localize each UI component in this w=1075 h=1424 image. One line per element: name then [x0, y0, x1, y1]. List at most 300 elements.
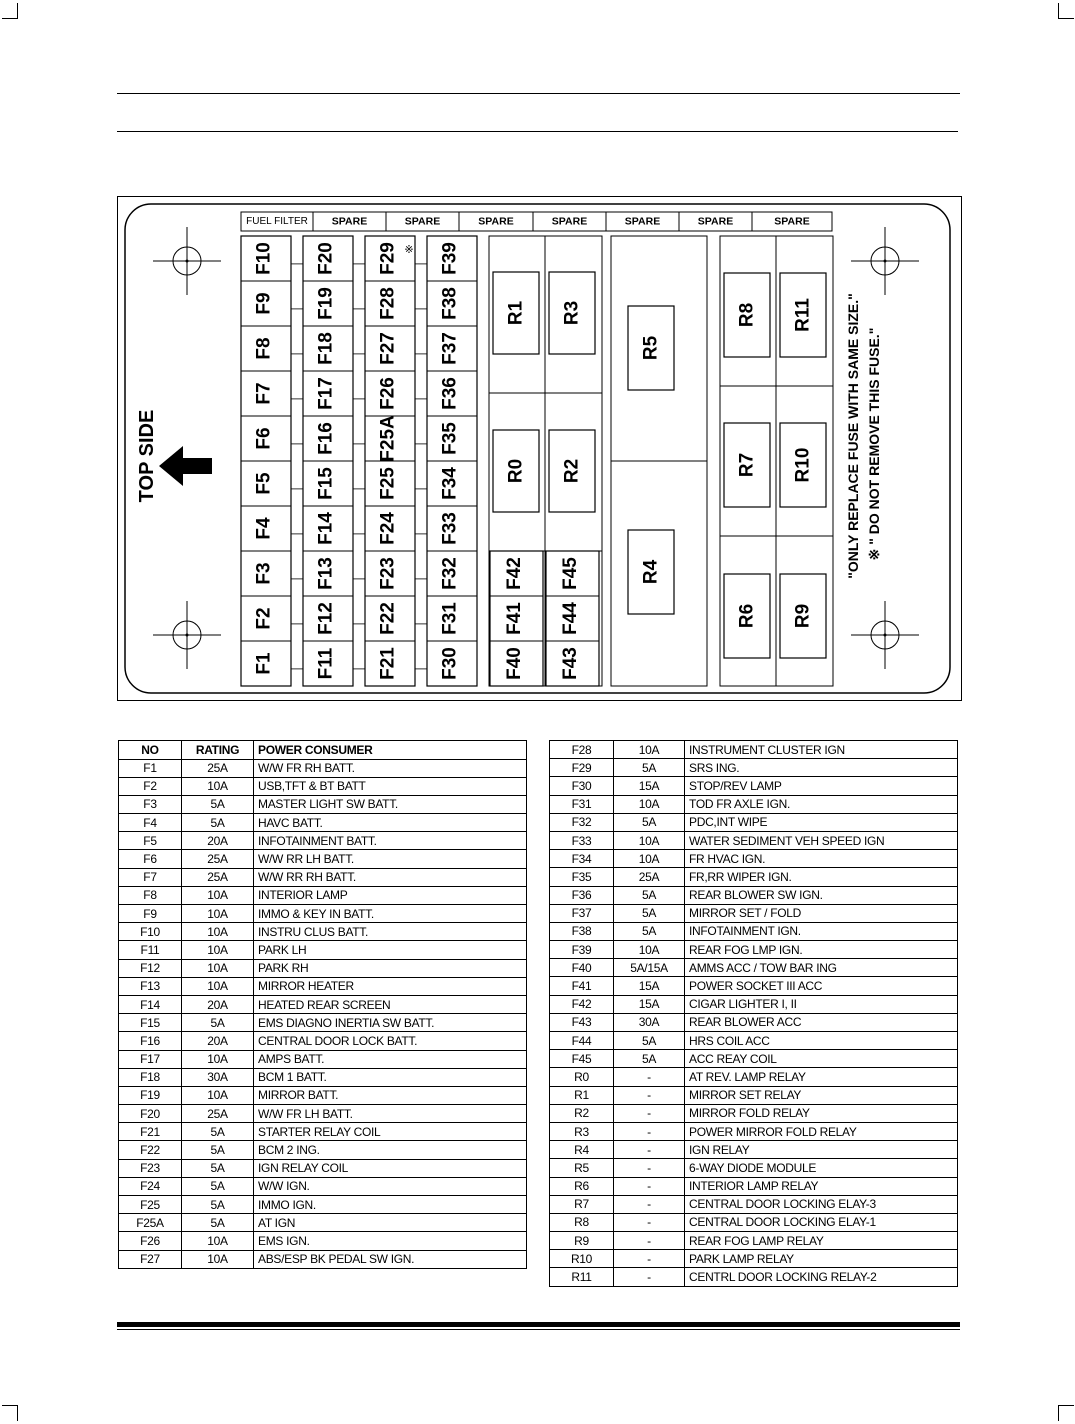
- fuse-no: R4: [550, 1141, 614, 1159]
- fuse-no: F34: [550, 850, 614, 868]
- table-row: [119, 1105, 527, 1123]
- power-consumer: ABS/ESP BK PEDAL SW IGN.: [254, 1250, 527, 1268]
- table-row: [119, 905, 527, 923]
- note-do-not-remove: ※ " DO NOT REMOVE THIS FUSE.": [866, 327, 882, 561]
- fuse-f20: F20: [315, 242, 337, 275]
- fuse-rating: -: [614, 1159, 685, 1177]
- table-row: [119, 1050, 527, 1068]
- crosshair-marker-2: [153, 601, 221, 669]
- fuse-f36: F36: [439, 377, 461, 410]
- table-row: [550, 886, 958, 904]
- fuse-f2: F2: [253, 607, 275, 630]
- table-row: [119, 1014, 527, 1032]
- fuse-rating: 15A: [614, 977, 685, 995]
- table-row: [550, 959, 958, 977]
- table-row: [119, 850, 527, 868]
- fuse-rating: 10A: [182, 777, 254, 795]
- power-consumer: 6-WAY DIODE MODULE: [685, 1159, 958, 1177]
- fuse-no: F38: [550, 922, 614, 940]
- fuse-rating: -: [614, 1104, 685, 1122]
- fuse-rating: -: [614, 1232, 685, 1250]
- power-consumer: W/W RR RH BATT.: [254, 868, 527, 886]
- power-consumer: EMS DIAGNO INERTIA SW BATT.: [254, 1014, 527, 1032]
- fuse-no: R0: [550, 1068, 614, 1086]
- fuse-no: F13: [119, 977, 182, 995]
- fuse-rating: 5A: [614, 922, 685, 940]
- power-consumer: MIRROR SET RELAY: [685, 1086, 958, 1104]
- power-consumer: CENTRAL DOOR LOCKING ELAY-1: [685, 1213, 958, 1231]
- table-row: [550, 777, 958, 795]
- fuse-f40: F40: [504, 647, 525, 680]
- top-side-arrow-icon: [159, 446, 212, 486]
- fuse-no: F30: [550, 777, 614, 795]
- crosshair-marker-3: [851, 227, 919, 295]
- top-label-spare: SPARE: [478, 215, 514, 228]
- header-rule-2: [117, 131, 958, 132]
- fuse-no: R3: [550, 1122, 614, 1140]
- fuse-f35: F35: [439, 422, 461, 455]
- table-row: [550, 759, 958, 777]
- table-row: [119, 995, 527, 1013]
- fuse-rating: 5A: [182, 1159, 254, 1177]
- table-row: [550, 850, 958, 868]
- power-consumer: EMS IGN.: [254, 1232, 527, 1250]
- table-header-row: [119, 741, 527, 760]
- table-row: [550, 1141, 958, 1159]
- table-row: [119, 886, 527, 904]
- fuse-f28: F28: [377, 287, 399, 320]
- power-consumer: IGN RELAY: [685, 1141, 958, 1159]
- top-label-spare: SPARE: [624, 215, 661, 228]
- table-row: [119, 977, 527, 995]
- fuse-no: F29: [550, 759, 614, 777]
- power-consumer: MASTER LIGHT SW BATT.: [254, 795, 527, 813]
- relay-r5: R5: [640, 335, 662, 361]
- power-consumer: USB,TFT & BT BATT: [254, 777, 527, 795]
- power-consumer: AT REV. LAMP RELAY: [685, 1068, 958, 1086]
- power-consumer: PDC,INT WIPE: [685, 813, 958, 831]
- fuse-f26: F26: [377, 377, 399, 410]
- fuse-no: F25A: [119, 1214, 182, 1232]
- table-row: [550, 1086, 958, 1104]
- fuse-rating: 5A: [182, 795, 254, 813]
- fuse-no: F42: [550, 995, 614, 1013]
- fuse-rating: 10A: [614, 831, 685, 849]
- fuse-no: R2: [550, 1104, 614, 1122]
- power-consumer: MIRROR SET / FOLD: [685, 904, 958, 922]
- power-consumer: POWER MIRROR FOLD RELAY: [685, 1122, 958, 1140]
- relay-r8: R8: [736, 302, 758, 328]
- fuse-no: F16: [119, 1032, 182, 1050]
- relay-block-2: [611, 236, 707, 686]
- fuse-no: R10: [550, 1250, 614, 1268]
- fuse-f24: F24: [377, 512, 399, 545]
- top-label-fuel-filter: FUEL FILTER: [246, 216, 308, 227]
- fuse-f8: F8: [253, 337, 275, 360]
- crop-mark-bottom-left: [2, 1405, 18, 1421]
- fuse-no: F21: [119, 1123, 182, 1141]
- fuse-no: F33: [550, 831, 614, 849]
- fuse-f9: F9: [253, 292, 275, 315]
- power-consumer: PARK RH: [254, 959, 527, 977]
- fuse-rating: -: [614, 1086, 685, 1104]
- table-row: [550, 995, 958, 1013]
- fuse-rating: 5A/15A: [614, 959, 685, 977]
- power-consumer: W/W FR LH BATT.: [254, 1105, 527, 1123]
- crop-mark-bottom-right: [1058, 1405, 1074, 1421]
- fuse-no: F27: [119, 1250, 182, 1268]
- fuse-rating: 25A: [614, 868, 685, 886]
- table-row: [119, 1141, 527, 1159]
- fuse-no: F31: [550, 795, 614, 813]
- fuse-rating: 5A: [182, 1123, 254, 1141]
- power-consumer: BCM 2 ING.: [254, 1141, 527, 1159]
- fuse-no: F3: [119, 795, 182, 813]
- fuse-rating: 20A: [182, 832, 254, 850]
- fuse-no: R9: [550, 1232, 614, 1250]
- power-consumer: TOD FR AXLE IGN.: [685, 795, 958, 813]
- fuse-f17: F17: [315, 377, 337, 410]
- power-consumer: STARTER RELAY COIL: [254, 1123, 527, 1141]
- footer-rule-thin: [117, 1329, 960, 1330]
- table-row: [550, 831, 958, 849]
- fuse-rating: 10A: [182, 977, 254, 995]
- fuse-rating: -: [614, 1213, 685, 1231]
- power-consumer: HRS COIL ACC: [685, 1032, 958, 1050]
- fuse-f33: F33: [439, 512, 461, 545]
- table-row: [119, 959, 527, 977]
- power-consumer: REAR BLOWER ACC: [685, 1013, 958, 1031]
- fuse-no: F12: [119, 959, 182, 977]
- power-consumer: SRS ING.: [685, 759, 958, 777]
- power-consumer: POWER SOCKET III ACC: [685, 977, 958, 995]
- asterisk-f29: ※: [404, 244, 414, 256]
- header-no: NO: [119, 741, 182, 760]
- table-row: [119, 1086, 527, 1104]
- fuse-rating: 5A: [614, 1050, 685, 1068]
- relay-r10: R10: [792, 447, 814, 483]
- fuse-rating: 10A: [182, 923, 254, 941]
- fuse-rating: 25A: [182, 850, 254, 868]
- table-row: [119, 941, 527, 959]
- fuse-f10: F10: [253, 242, 275, 275]
- table-row: [550, 1122, 958, 1140]
- fuse-no: F1: [119, 759, 182, 777]
- top-side-label: TOP SIDE: [136, 409, 158, 503]
- power-consumer: HEATED REAR SCREEN: [254, 995, 527, 1013]
- fuse-rating: 5A: [182, 1014, 254, 1032]
- fuse-rating: 10A: [614, 941, 685, 959]
- power-consumer: MIRROR FOLD RELAY: [685, 1104, 958, 1122]
- power-consumer: CENTRL DOOR LOCKING RELAY-2: [685, 1268, 958, 1286]
- fuse-rating: 10A: [182, 941, 254, 959]
- power-consumer: MIRROR HEATER: [254, 977, 527, 995]
- crosshair-marker-4: [851, 601, 919, 669]
- table-row: [550, 1177, 958, 1195]
- power-consumer: CIGAR LIGHTER I, II: [685, 995, 958, 1013]
- fuse-f25: F25: [377, 467, 399, 500]
- fuse-rating: 10A: [182, 1050, 254, 1068]
- fuse-f31: F31: [439, 602, 461, 635]
- fuse-rating: 10A: [182, 886, 254, 904]
- fuse-rating: 10A: [182, 1250, 254, 1268]
- power-consumer: BCM 1 BATT.: [254, 1068, 527, 1086]
- header-rating: RATING: [182, 741, 254, 760]
- power-consumer: PARK LAMP RELAY: [685, 1250, 958, 1268]
- fuse-f25a: F25A: [377, 415, 399, 462]
- power-consumer: ACC REAY COIL: [685, 1050, 958, 1068]
- power-consumer: PARK LH: [254, 941, 527, 959]
- table-row: [119, 777, 527, 795]
- fuse-no: F19: [119, 1086, 182, 1104]
- table-row: [550, 941, 958, 959]
- top-label-spare: SPARE: [774, 215, 810, 228]
- relay-r4: R4: [640, 559, 662, 585]
- table-row: [550, 1104, 958, 1122]
- fuse-rating: 10A: [614, 795, 685, 813]
- table-row: [119, 1232, 527, 1250]
- power-consumer: WATER SEDIMENT VEH SPEED IGN: [685, 831, 958, 849]
- fuse-f3: F3: [253, 562, 275, 585]
- table-row: [550, 1050, 958, 1068]
- fuse-rating: 10A: [614, 850, 685, 868]
- relay-r7: R7: [736, 452, 758, 478]
- fuse-rating: 30A: [182, 1068, 254, 1086]
- power-consumer: INTERIOR LAMP RELAY: [685, 1177, 958, 1195]
- fuse-no: F26: [119, 1232, 182, 1250]
- fuse-f30: F30: [439, 647, 461, 680]
- table-row: [550, 1068, 958, 1086]
- top-label-spare: SPARE: [697, 215, 734, 228]
- fuse-f14: F14: [315, 512, 337, 545]
- fuse-f11: F11: [315, 647, 337, 680]
- table-row: [119, 795, 527, 813]
- fuse-no: F2: [119, 777, 182, 795]
- relay-r9: R9: [792, 603, 814, 629]
- power-consumer: STOP/REV LAMP: [685, 777, 958, 795]
- fuse-no: F23: [119, 1159, 182, 1177]
- fuse-f15: F15: [315, 467, 337, 500]
- table-row: [119, 832, 527, 850]
- fuse-rating: -: [614, 1177, 685, 1195]
- fuse-rating: 5A: [182, 1177, 254, 1195]
- fuse-rating: 5A: [182, 814, 254, 832]
- power-consumer: AT IGN: [254, 1214, 527, 1232]
- table-row: [119, 1214, 527, 1232]
- fuse-no: R11: [550, 1268, 614, 1286]
- power-consumer: W/W IGN.: [254, 1177, 527, 1195]
- fuse-rating: 30A: [614, 1013, 685, 1031]
- table-row: [119, 814, 527, 832]
- table-row: [550, 868, 958, 886]
- fuse-rating: 15A: [614, 777, 685, 795]
- fuse-rating: 5A: [182, 1141, 254, 1159]
- relay-r1: R1: [505, 300, 527, 326]
- power-consumer: MIRROR BATT.: [254, 1086, 527, 1104]
- top-label-spare: SPARE: [404, 215, 441, 228]
- crop-mark-top-left: [2, 3, 18, 19]
- top-label-spare: SPARE: [331, 215, 368, 228]
- fuse-no: F32: [550, 813, 614, 831]
- relay-r11: R11: [792, 298, 814, 332]
- fuse-f6: F6: [253, 427, 275, 450]
- power-consumer: FR HVAC IGN.: [685, 850, 958, 868]
- fuse-f27: F27: [377, 332, 399, 365]
- fuse-f5: F5: [253, 472, 275, 495]
- fuse-rating: -: [614, 1268, 685, 1286]
- fuse-no: F39: [550, 941, 614, 959]
- fuse-rating: 10A: [182, 1232, 254, 1250]
- fuse-f38: F38: [439, 287, 461, 320]
- fuse-no: R5: [550, 1159, 614, 1177]
- fuse-rating: -: [614, 1195, 685, 1213]
- fuse-rating: 20A: [182, 1032, 254, 1050]
- fuse-f1: F1: [253, 652, 275, 675]
- fuse-rating: 5A: [182, 1214, 254, 1232]
- power-consumer: IMMO & KEY IN BATT.: [254, 905, 527, 923]
- fuse-no: R8: [550, 1213, 614, 1231]
- table-row: [119, 1250, 527, 1268]
- fuse-no: F45: [550, 1050, 614, 1068]
- fuse-f23: F23: [377, 557, 399, 590]
- fuse-f45: F45: [560, 557, 581, 590]
- fuse-no: F6: [119, 850, 182, 868]
- power-consumer: INSTRUMENT CLUSTER IGN: [685, 741, 958, 759]
- fuse-no: F18: [119, 1068, 182, 1086]
- fuse-f42: F42: [504, 557, 525, 590]
- fuse-f7: F7: [253, 382, 275, 405]
- fuse-f29: F29: [377, 242, 399, 275]
- relay-r6: R6: [736, 603, 758, 629]
- header-power-consumer: POWER CONSUMER: [254, 741, 527, 760]
- fuse-f13: F13: [315, 557, 337, 590]
- fuse-rating: 25A: [182, 1105, 254, 1123]
- fuse-rating: 20A: [182, 995, 254, 1013]
- fuse-no: F11: [119, 941, 182, 959]
- table-row: [550, 1250, 958, 1268]
- power-consumer: HAVC BATT.: [254, 814, 527, 832]
- table-row: [119, 1123, 527, 1141]
- table-row: [119, 1068, 527, 1086]
- fuse-f21: F21: [377, 647, 399, 680]
- table-row: [550, 1268, 958, 1286]
- crosshair-marker-1: [153, 227, 221, 295]
- fuse-f12: F12: [315, 602, 337, 635]
- power-consumer: INFOTAINMENT IGN.: [685, 922, 958, 940]
- fuse-no: F4: [119, 814, 182, 832]
- power-consumer: INSTRU CLUS BATT.: [254, 923, 527, 941]
- fuse-box-diagram: [117, 196, 962, 702]
- fuse-rating: -: [614, 1068, 685, 1086]
- power-consumer: REAR FOG LAMP RELAY: [685, 1232, 958, 1250]
- fuse-f43: F43: [560, 647, 581, 680]
- fuse-no: R6: [550, 1177, 614, 1195]
- table-row: [119, 1159, 527, 1177]
- relay-r2: R2: [561, 458, 583, 484]
- table-row: [119, 1177, 527, 1195]
- fuse-no: F40: [550, 959, 614, 977]
- table-row: [550, 904, 958, 922]
- table-row: [550, 1232, 958, 1250]
- table-row: [119, 923, 527, 941]
- power-consumer: W/W FR RH BATT.: [254, 759, 527, 777]
- crop-mark-top-right: [1058, 3, 1074, 19]
- fuse-no: F9: [119, 905, 182, 923]
- table-row: [550, 795, 958, 813]
- fuse-f19: F19: [315, 287, 337, 320]
- table-row: [550, 1159, 958, 1177]
- table-row: [550, 1195, 958, 1213]
- table-row: [119, 868, 527, 886]
- fuse-rating: 10A: [614, 741, 685, 759]
- relay-r0: R0: [505, 458, 527, 484]
- fuse-no: F44: [550, 1032, 614, 1050]
- fuse-rating: 15A: [614, 995, 685, 1013]
- fuse-rating: 5A: [614, 813, 685, 831]
- fuse-rating: 25A: [182, 868, 254, 886]
- fuse-table-right: [549, 740, 958, 1287]
- fuse-rating: 10A: [182, 959, 254, 977]
- fuse-table-left: [118, 740, 527, 1269]
- fuse-rating: -: [614, 1141, 685, 1159]
- fuse-no: R7: [550, 1195, 614, 1213]
- fuse-no: F41: [550, 977, 614, 995]
- fuse-rating: 5A: [182, 1196, 254, 1214]
- top-label-spare: SPARE: [551, 215, 588, 228]
- power-consumer: AMMS ACC / TOW BAR ING: [685, 959, 958, 977]
- power-consumer: INFOTAINMENT BATT.: [254, 832, 527, 850]
- power-consumer: CENTRAL DOOR LOCKING ELAY-3: [685, 1195, 958, 1213]
- power-consumer: CENTRAL DOOR LOCK BATT.: [254, 1032, 527, 1050]
- power-consumer: IMMO IGN.: [254, 1196, 527, 1214]
- fuse-f18: F18: [315, 332, 337, 365]
- fuse-f34: F34: [439, 467, 461, 500]
- table-row: [550, 1013, 958, 1031]
- fuse-no: F10: [119, 923, 182, 941]
- fuse-no: F24: [119, 1177, 182, 1195]
- fuse-rating: 5A: [614, 1032, 685, 1050]
- power-consumer: REAR FOG LMP IGN.: [685, 941, 958, 959]
- fuse-no: F17: [119, 1050, 182, 1068]
- fuse-no: R1: [550, 1086, 614, 1104]
- fuse-rating: 5A: [614, 904, 685, 922]
- table-row: [119, 1032, 527, 1050]
- fuse-no: F37: [550, 904, 614, 922]
- fuse-rating: -: [614, 1250, 685, 1268]
- fuse-rating: 10A: [182, 1086, 254, 1104]
- fuse-no: F14: [119, 995, 182, 1013]
- table-row: [550, 1032, 958, 1050]
- table-row: [119, 1196, 527, 1214]
- power-consumer: FR,RR WIPER IGN.: [685, 868, 958, 886]
- fuse-no: F7: [119, 868, 182, 886]
- fuse-no: F36: [550, 886, 614, 904]
- power-consumer: W/W RR LH BATT.: [254, 850, 527, 868]
- fuse-no: F35: [550, 868, 614, 886]
- fuse-rating: 5A: [614, 759, 685, 777]
- fuse-f41: F41: [504, 602, 525, 635]
- fuse-rating: 25A: [182, 759, 254, 777]
- fuse-f37: F37: [439, 332, 461, 365]
- fuse-rating: 10A: [182, 905, 254, 923]
- footer-rule-thick: [117, 1322, 960, 1327]
- fuse-no: F28: [550, 741, 614, 759]
- power-consumer: REAR BLOWER SW IGN.: [685, 886, 958, 904]
- fuse-no: F5: [119, 832, 182, 850]
- fuse-no: F8: [119, 886, 182, 904]
- power-consumer: INTERIOR LAMP: [254, 886, 527, 904]
- table-row: [550, 1213, 958, 1231]
